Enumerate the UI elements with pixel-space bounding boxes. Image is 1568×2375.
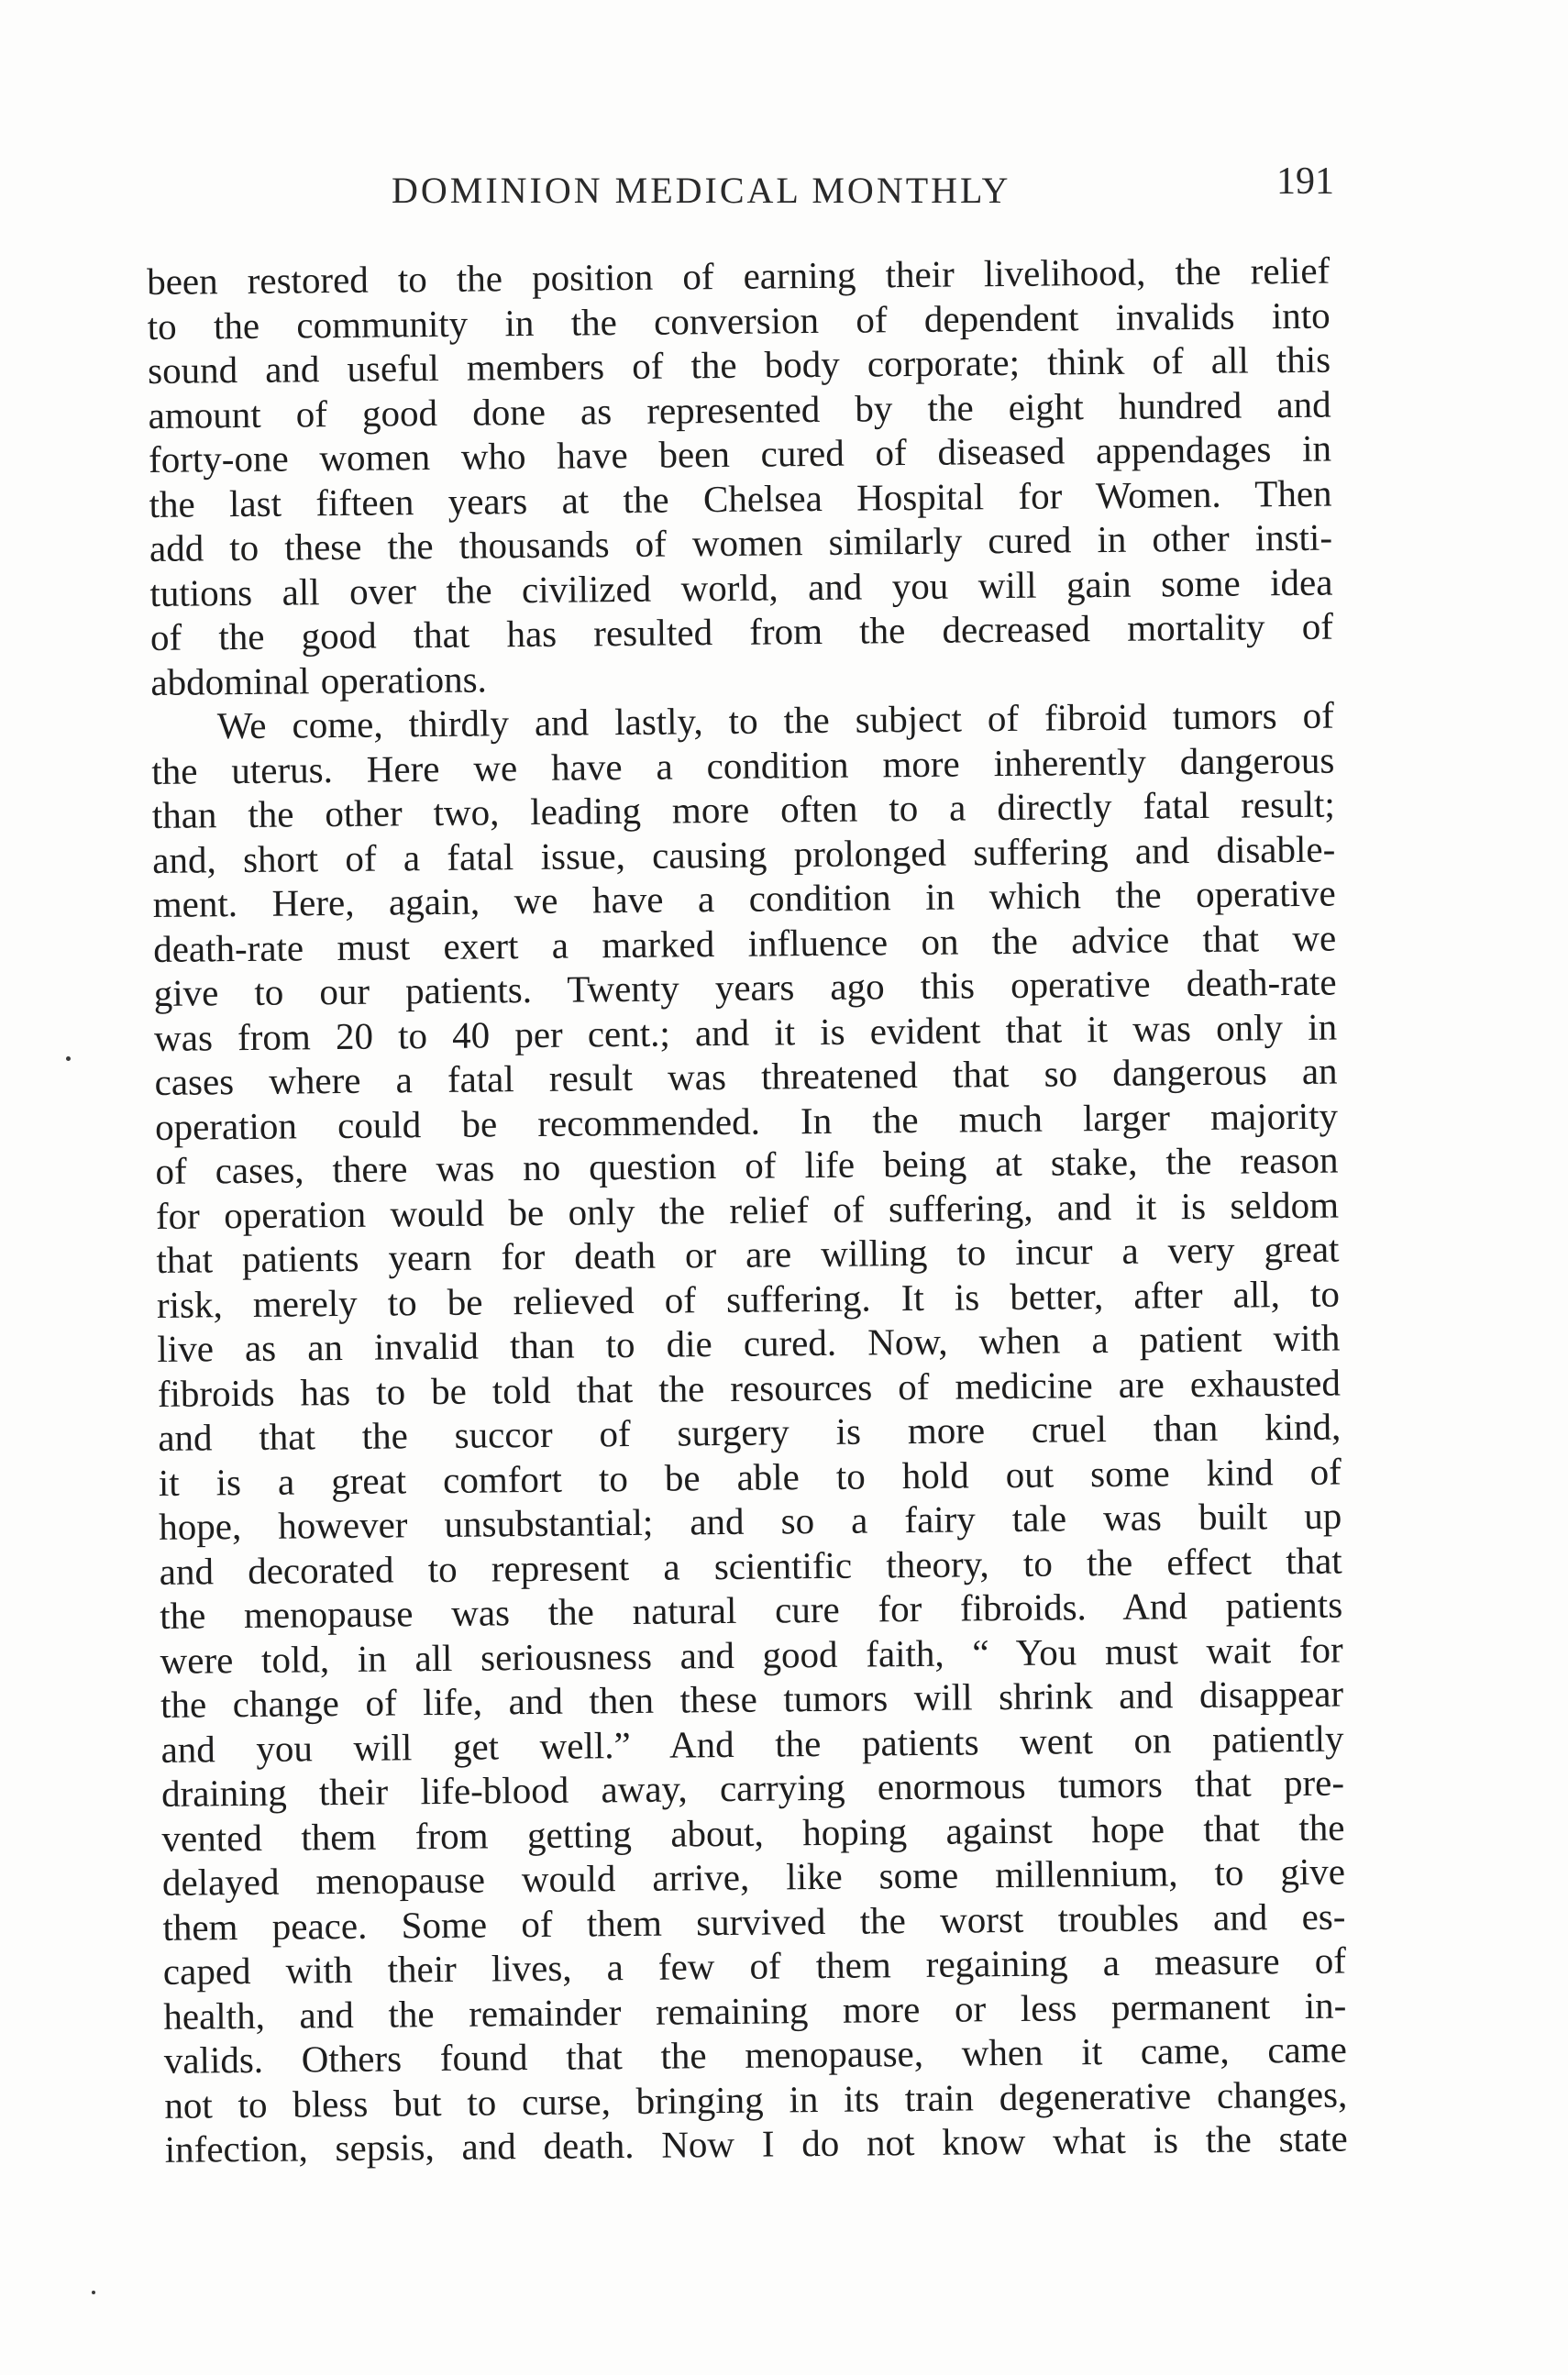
scan-speck <box>92 2291 95 2294</box>
text-line: tutions all over the civilized world, and you will gain some idea <box>149 560 1333 614</box>
text-line: been restored to the position of earning their livelihood, the relief <box>147 249 1331 303</box>
text-line: the menopause was the natural cure for fibroids. And patients <box>159 1583 1343 1637</box>
text-line: were told, in all seriousness and good faith, “ You must wait for <box>160 1628 1343 1682</box>
text-line: it is a great comfort to be able to hold out some kind of <box>158 1450 1342 1504</box>
paragraph-start-line: We come, thirdly and lastly, to the subject of fibroid tumors of <box>216 693 1335 747</box>
text-line: caped with their lives, a few of them regaining a measure of <box>162 1939 1347 1993</box>
text-line: forty-one women who have been cured of diseased appendages in <box>148 426 1332 481</box>
text-line: valids. Others found that the menopause, when it came, came <box>163 2027 1348 2082</box>
text-line: not to bless but to curse, bringing in its train degenerative changes, <box>164 2072 1348 2126</box>
text-line: was from 20 to 40 per cent.; and it is evident that it was only in <box>153 1005 1338 1059</box>
text-line: live as an invalid than to die cured. Now, when a patient with <box>157 1316 1341 1370</box>
text-line: operation could be recommended. In the much larger majority <box>154 1094 1339 1148</box>
text-line: the last fifteen years at the Chelsea Hospital for Women. Then <box>149 471 1332 525</box>
text-line: fibroids has to be told that the resources of medicine are exhausted <box>157 1361 1342 1415</box>
text-line: add to these the thousands of women similarly cured in other insti- <box>149 515 1333 569</box>
text-line: give to our patients. Twenty years ago this operative death-rate <box>153 960 1337 1014</box>
text-line: to the community in the conversion of dependent invalids into <box>147 293 1331 348</box>
text-line: cases where a fatal result was threatened that so dangerous an <box>154 1049 1338 1103</box>
text-line: hope, however unsubstantial; and so a fairy tale was built up <box>159 1494 1342 1548</box>
text-line: ment. Here, again, we have a condition in which the operative <box>152 871 1336 925</box>
text-line: vented them from getting about, hoping against hope that the <box>161 1806 1345 1860</box>
text-line: delayed menopause would arrive, like some millennium, to give <box>161 1850 1346 1904</box>
text-line: for operation would be only the relief of suffering, and it is seldom <box>155 1183 1340 1237</box>
text-line: than the other two, leading more often to a directly fatal result; <box>151 782 1335 836</box>
text-line: draining their life-blood away, carrying enormous tumors that pre- <box>160 1761 1345 1815</box>
text-line: risk, merely to be relieved of suffering. It is better, after all, to <box>156 1272 1341 1326</box>
text-line: and decorated to represent a scientific theory, to the effect that <box>159 1539 1342 1593</box>
paragraph-end-line: abdominal operations. <box>150 657 487 703</box>
text-line: and you will get well.” And the patients went on patiently <box>160 1717 1344 1771</box>
text-line: health, and the remainder remaining more or less permanent in- <box>163 1983 1347 2038</box>
text-line: that patients yearn for death or are willing to incur a very great <box>156 1227 1340 1281</box>
text-line: infection, sepsis, and death. Now I do not know what is the state <box>164 2116 1348 2171</box>
text-line: sound and useful members of the body corporate; think of all this <box>147 337 1331 392</box>
text-line: amount of good done as represented by the eight hundred and <box>148 382 1331 436</box>
text-line: of cases, there was no question of life being at stake, the reason <box>155 1138 1339 1192</box>
text-line: and, short of a fatal issue, causing prolonged suffering and disable- <box>152 827 1336 881</box>
running-head <box>151 156 1334 211</box>
text-line: and that the succor of surgery is more cruel than kind, <box>158 1405 1342 1459</box>
body-text <box>147 249 1348 2172</box>
page-number: 191 <box>1276 160 1334 203</box>
text-line: of the good that has resulted from the decreased mortality of <box>149 604 1334 658</box>
scan-speck <box>66 1056 71 1061</box>
text-line: the change of life, and then these tumors will shrink and disappear <box>160 1672 1344 1726</box>
journal-title: DOMINION MEDICAL MONTHLY <box>392 170 1011 211</box>
text-line: death-rate must exert a marked influence on the advice that we <box>152 916 1337 970</box>
text-line: them peace. Some of them survived the worst troubles and es- <box>162 1894 1346 1949</box>
text-line: the uterus. Here we have a condition more inherently dangerous <box>151 738 1335 792</box>
